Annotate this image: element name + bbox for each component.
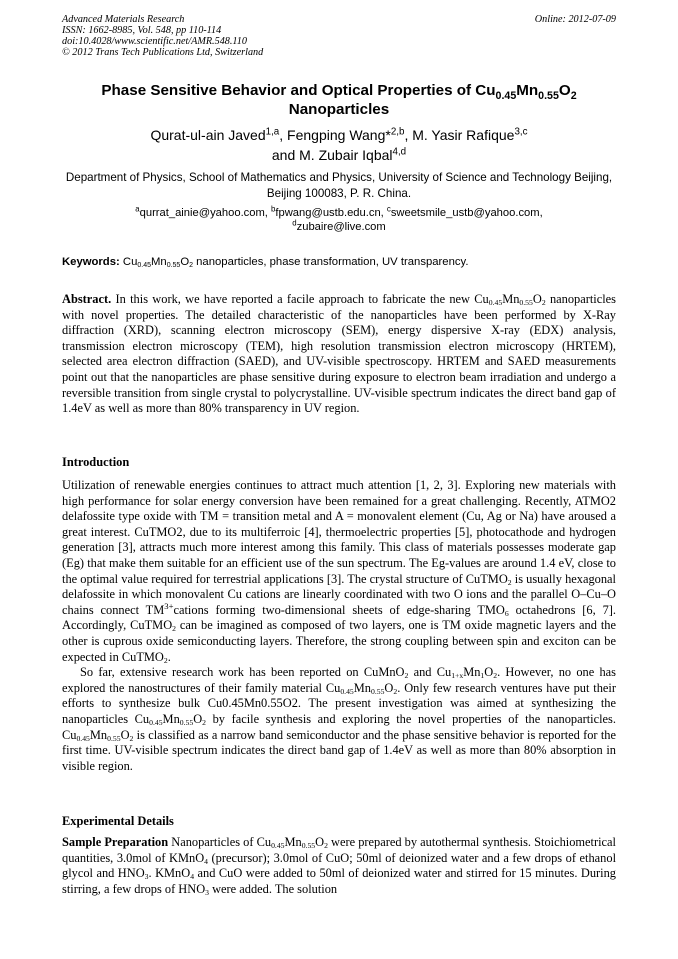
email-sup: b <box>271 204 276 214</box>
intro-text: . Only few research ventures have put their efforts to synthesize bulk Cu0.45Mn0.55O2. The present investigation was aimed at synthesizing the nanoparticles Cu <box>62 680 616 726</box>
exp-text: (precursor); 3.0mol of CuO; 50ml of deionized water and a few drops of ethanol glycol and HNO <box>62 850 617 881</box>
intro-text: octahedrons [6, 7]. Accordingly, CuTMO <box>62 602 616 633</box>
formula-sub: 3 <box>144 872 149 882</box>
formula-sub: 0.55 <box>370 686 385 696</box>
abstract-text: nanoparticles with novel properties. The detailed characteristic of the nanoparticles have been performed by X-Ray diffraction (XRD), scanning electron microscopy (SEM), energy dispersive X-ray (EDX) analysis, transmission electron microscopy (TEM), high resolution transmission electron microscopy (HRTEM), selected area electron diffraction (SAED), and UV-visible spectroscopy. HRTEM and SAED measurements point out that the nanoparticles are phase sensitive during exposure to electron beam irradiation and undergo a reversible transition from single crystal to polycrystalline. UV-visible spectrum indicates the direct band gap of 1.4eV as well as more than 80% transparency in UV region. <box>62 292 616 416</box>
formula-sub: 0.45 <box>137 261 151 269</box>
formula-sub: 0.45 <box>149 717 163 727</box>
formula-sub: 0.45 <box>271 840 285 850</box>
formula-part: Mn <box>502 292 520 306</box>
formula-sub: 4 <box>190 872 195 882</box>
formula-part: Mn <box>353 680 371 695</box>
formula-sub: 2 <box>189 261 194 269</box>
formula-part: O <box>532 292 542 306</box>
email-link[interactable]: qurrat_ainie@yahoo.com, <box>139 207 272 219</box>
author-name: and M. Zubair Iqbal <box>271 147 393 163</box>
keywords-label: Keywords: <box>62 256 120 268</box>
formula-part: O <box>384 680 394 695</box>
formula-sup: 3+ <box>164 600 174 611</box>
intro-text: by facile synthesis and exploring the novel properties of the nanoparticles. Cu <box>62 711 616 742</box>
formula-part: O <box>315 835 325 849</box>
online-date: Online: 2012-07-09 <box>534 14 616 25</box>
intro-paragraph-1 <box>62 478 616 665</box>
exp-text: Nanoparticles of Cu <box>168 835 272 849</box>
formula-sub: 6 <box>504 608 509 618</box>
formula-sub: 4 <box>204 856 208 866</box>
formula-sub: 2 <box>202 717 206 727</box>
formula-sub: 0.55 <box>166 261 181 269</box>
keywords <box>62 255 616 270</box>
author-list <box>62 125 616 165</box>
formula-sub: 2 <box>404 671 409 681</box>
author-sup: 2,b <box>390 126 405 138</box>
author-name: , M. Yasir Rafique <box>404 127 515 143</box>
formula-sub: 2 <box>507 577 512 587</box>
formula-part: Mn <box>89 727 108 742</box>
formula-part: O <box>180 256 190 268</box>
running-header <box>62 14 616 58</box>
intro-text: is classified as a narrow band semiconductor and the phase sensitive behavior is reported for the first time. UV-visible spectrum indicates the direct band gap of 1.4eV as well as more than 80% absorption in visible region. <box>62 727 616 773</box>
journal-name: Advanced Materials Research <box>62 14 185 25</box>
formula-sub: 0.45 <box>76 733 90 743</box>
title-sub: 2 <box>570 90 577 103</box>
intro-paragraph-2 <box>62 665 616 774</box>
title-sub: 0.45 <box>495 90 517 103</box>
title-line2: Nanoparticles <box>288 101 390 118</box>
formula-sub: 3 <box>205 887 209 897</box>
keywords-text: nanoparticles, phase transformation, UV transparency. <box>193 256 469 268</box>
exp-text: . KMnO <box>148 866 191 881</box>
author-sup: 3,c <box>514 126 528 138</box>
formula-sub: 0.55 <box>301 840 316 850</box>
formula-part: Mn <box>284 835 302 849</box>
intro-text: can be imagined as composed of two layers, one is TM oxide magnetic layers and the other is cuprous oxide semiconducting layers. Therefore, the strong coupling between spin and exciton can be expected in CuTMO <box>62 618 617 664</box>
doi-line: doi:10.4028/www.scientific.net/AMR.548.110 <box>62 36 247 47</box>
copyright-line: © 2012 Trans Tech Publications Ltd, Switzerland <box>62 47 264 58</box>
intro-text: and Cu <box>408 665 452 680</box>
formula-sub: 1 <box>480 671 485 681</box>
formula-part: Mn <box>162 711 180 726</box>
intro-text: is usually hexagonal delafossite in which monovalent Cu cations are linearly coordinated with two O ions and the parallel O–Cu–O chains connect TM <box>62 571 616 617</box>
title-text: Mn <box>516 82 539 99</box>
formula-part: Cu <box>122 256 138 268</box>
experimental-body <box>62 835 616 897</box>
formula-sub: 0.55 <box>107 733 121 743</box>
intro-text: Mn <box>463 665 481 680</box>
email-sup: d <box>292 218 297 228</box>
author-sup: 1,a <box>265 126 280 138</box>
formula-sub: 2 <box>493 671 498 681</box>
author-name: Qurat-ul-ain Javed <box>150 127 266 143</box>
exp-text: were added. The solution <box>209 881 338 896</box>
exp-text: and CuO were added to 50ml of deionized water and stirred for 15 minutes. During stirring, a few drops of HNO <box>62 866 616 896</box>
author-emails <box>62 206 616 234</box>
formula-sub: 1+x <box>451 671 464 681</box>
intro-text: Utilization of renewable energies continues to attract much attention [1, 2, 3]. Exploring new materials with high performance for solar energy conversion have been remained for a great challenging. Recently, ATMO2 delafossite type oxide with TM = transition metal and A = monovalent element (Cu, Ag or Na) have aroused a great interest. CuTMO2, due to its multiferroic [4], thermoelectric properties [5], photocathode and hydrogen generation [3], attracts much more interest among this family. This class of materials possesses moderate gap (Eg) that make them suitable for an efficient use of the sun spectrum. The Eg-values are around 1.4 eV, close to the optimal value required for terrestrial applications [3]. The crystal structure of CuTMO <box>62 478 616 586</box>
formula-sub: 0.55 <box>179 717 194 727</box>
formula-sub: 2 <box>172 624 176 634</box>
section-heading-experimental: Experimental Details <box>62 814 174 828</box>
email-sup: a <box>135 204 140 214</box>
email-sup: c <box>386 204 391 214</box>
author-name: , Fengping Wang* <box>279 127 391 143</box>
abstract-text: In this work, we have reported a facile approach to fabricate the new Cu <box>111 292 489 306</box>
intro-text: O <box>484 665 494 680</box>
formula-sub: 0.45 <box>340 686 354 696</box>
formula-part: O <box>120 727 130 742</box>
intro-text: So far, extensive research work has been reported on CuMnO <box>80 665 405 680</box>
intro-text: . <box>167 649 171 664</box>
formula-sub: 2 <box>324 840 328 850</box>
formula-sub: 2 <box>393 686 398 696</box>
exp-text: were prepared by autothermal synthesis. Stoichiometrical quantities, 3.0mol of KMnO <box>62 835 617 865</box>
paper-title <box>62 81 616 119</box>
author-sup: 4,d <box>392 146 407 158</box>
formula-sub: 0.45 <box>488 297 503 307</box>
intro-text: cations forming two-dimensional sheets of edge-sharing TMO <box>173 602 505 617</box>
email-link[interactable]: fpwang@ustb.edu.cn, <box>275 207 387 219</box>
title-text: O <box>558 82 571 99</box>
title-text: Phase Sensitive Behavior and Optical Properties of Cu <box>101 82 496 99</box>
intro-text: . However, no one has explored the nanostructures of their family material Cu <box>62 665 616 695</box>
formula-sub: 2 <box>163 655 168 665</box>
title-sub: 0.55 <box>538 90 559 103</box>
abstract-label: Abstract. <box>62 292 112 306</box>
email-link[interactable]: sweetsmile_ustb@yahoo.com, <box>390 207 543 219</box>
formula-part: O <box>193 711 203 726</box>
subsection-label: Sample Preparation <box>62 835 169 849</box>
formula-part: Mn <box>150 256 167 268</box>
email-link[interactable]: zubaire@live.com <box>296 221 386 233</box>
section-heading-introduction: Introduction <box>62 455 130 469</box>
formula-sub: 2 <box>541 297 546 307</box>
issn-line: ISSN: 1662-8985, Vol. 548, pp 110-114 <box>62 25 222 36</box>
affiliation: Department of Physics, School of Mathematics and Physics, University of Science and Technology Beijing, Beijing 100083, P. R. China. <box>65 171 613 200</box>
formula-sub: 0.55 <box>519 297 533 307</box>
formula-sub: 2 <box>129 733 134 743</box>
abstract <box>62 292 616 417</box>
introduction-body <box>62 478 616 774</box>
